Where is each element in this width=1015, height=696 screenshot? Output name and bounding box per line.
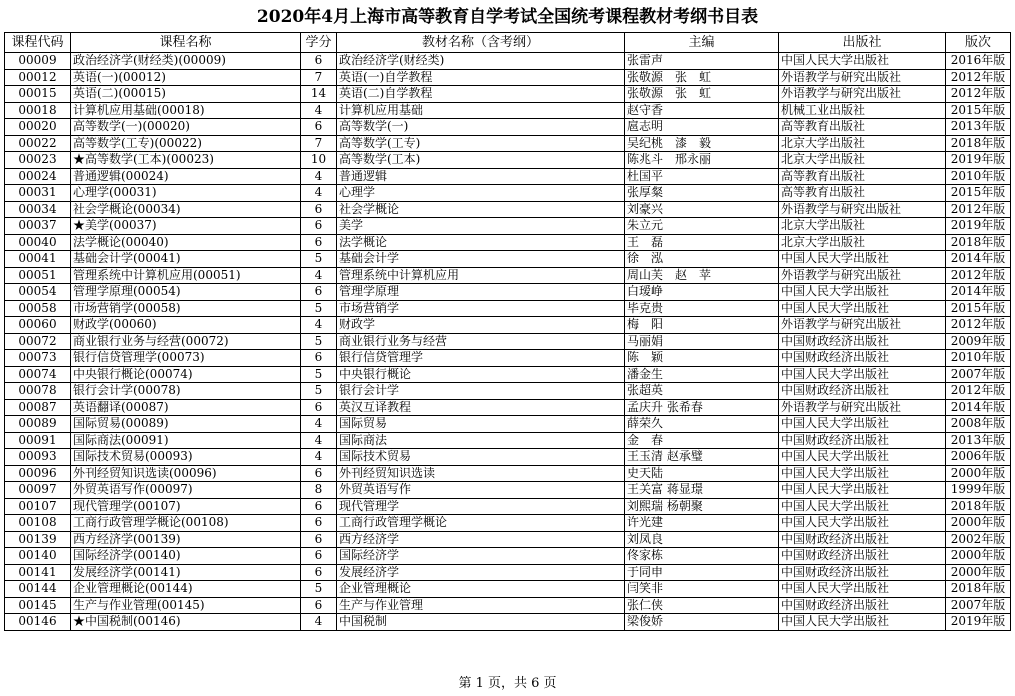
table-row bbox=[5, 201, 1011, 218]
table-row bbox=[5, 515, 1011, 532]
cell-editor: 薛荣久 bbox=[625, 416, 779, 433]
cell-course-code: 00145 bbox=[5, 597, 71, 614]
cell-editor: 王关富 蒋显璟 bbox=[625, 482, 779, 499]
cell-course-code: 00097 bbox=[5, 482, 71, 499]
cell-textbook-name: 国际技术贸易 bbox=[337, 449, 625, 466]
cell-credits: 6 bbox=[301, 399, 337, 416]
table-row bbox=[5, 234, 1011, 251]
table-row bbox=[5, 317, 1011, 334]
cell-publisher: 中国财政经济出版社 bbox=[779, 350, 946, 367]
cell-course-code: 00012 bbox=[5, 69, 71, 86]
cell-edition: 2006年版 bbox=[946, 449, 1011, 466]
cell-textbook-name: 计算机应用基础 bbox=[337, 102, 625, 119]
cell-editor: 史天陆 bbox=[625, 465, 779, 482]
cell-publisher: 中国财政经济出版社 bbox=[779, 383, 946, 400]
table-row bbox=[5, 482, 1011, 499]
cell-textbook-name: 银行会计学 bbox=[337, 383, 625, 400]
cell-course-code: 00141 bbox=[5, 564, 71, 581]
cell-publisher: 外语教学与研究出版社 bbox=[779, 399, 946, 416]
cell-publisher: 高等教育出版社 bbox=[779, 119, 946, 136]
cell-publisher: 中国人民大学出版社 bbox=[779, 53, 946, 70]
cell-course-code: 00087 bbox=[5, 399, 71, 416]
cell-credits: 6 bbox=[301, 284, 337, 301]
cell-course-name: 高等数学(工专)(00022) bbox=[71, 135, 301, 152]
cell-course-name: 管理系统中计算机应用(00051) bbox=[71, 267, 301, 284]
cell-publisher: 中国人民大学出版社 bbox=[779, 416, 946, 433]
cell-course-name: 计算机应用基础(00018) bbox=[71, 102, 301, 119]
textbook-table bbox=[4, 32, 1011, 631]
cell-credits: 10 bbox=[301, 152, 337, 169]
cell-course-name: 市场营销学(00058) bbox=[71, 300, 301, 317]
cell-credits: 4 bbox=[301, 185, 337, 202]
cell-edition: 2002年版 bbox=[946, 531, 1011, 548]
table-row bbox=[5, 597, 1011, 614]
cell-textbook-name: 英语(一)自学教程 bbox=[337, 69, 625, 86]
cell-course-name: 英语翻译(00087) bbox=[71, 399, 301, 416]
cell-course-name: 国际贸易(00089) bbox=[71, 416, 301, 433]
cell-course-code: 00089 bbox=[5, 416, 71, 433]
cell-editor: 陈 颖 bbox=[625, 350, 779, 367]
cell-course-name: 国际技术贸易(00093) bbox=[71, 449, 301, 466]
cell-publisher: 中国人民大学出版社 bbox=[779, 284, 946, 301]
cell-publisher: 中国人民大学出版社 bbox=[779, 465, 946, 482]
page-footer: 第 1 页，共 6 页 bbox=[458, 676, 557, 691]
cell-course-name: ★中国税制(00146) bbox=[71, 614, 301, 631]
cell-editor: 佟家栋 bbox=[625, 548, 779, 565]
col-header-textbook: 教材名称（含考纲） bbox=[337, 33, 625, 53]
table-row bbox=[5, 350, 1011, 367]
cell-publisher: 中国人民大学出版社 bbox=[779, 614, 946, 631]
cell-textbook-name: 银行信贷管理学 bbox=[337, 350, 625, 367]
cell-course-code: 00022 bbox=[5, 135, 71, 152]
cell-publisher: 中国财政经济出版社 bbox=[779, 597, 946, 614]
table-row bbox=[5, 498, 1011, 515]
cell-editor: 张雷声 bbox=[625, 53, 779, 70]
cell-edition: 2012年版 bbox=[946, 201, 1011, 218]
cell-course-code: 00144 bbox=[5, 581, 71, 598]
col-header-credits: 学分 bbox=[301, 33, 337, 53]
cell-publisher: 中国财政经济出版社 bbox=[779, 333, 946, 350]
table-row bbox=[5, 383, 1011, 400]
cell-editor: 于同申 bbox=[625, 564, 779, 581]
cell-editor: 张敬源 张 虹 bbox=[625, 86, 779, 103]
table-body bbox=[5, 53, 1011, 631]
cell-edition: 2010年版 bbox=[946, 350, 1011, 367]
cell-edition: 2014年版 bbox=[946, 399, 1011, 416]
cell-credits: 5 bbox=[301, 300, 337, 317]
cell-publisher: 中国财政经济出版社 bbox=[779, 531, 946, 548]
table-row bbox=[5, 284, 1011, 301]
cell-textbook-name: 政治经济学(财经类) bbox=[337, 53, 625, 70]
table-row bbox=[5, 267, 1011, 284]
cell-credits: 6 bbox=[301, 218, 337, 235]
cell-textbook-name: 法学概论 bbox=[337, 234, 625, 251]
cell-textbook-name: 英汉互译教程 bbox=[337, 399, 625, 416]
cell-course-name: 国际商法(00091) bbox=[71, 432, 301, 449]
cell-course-code: 00107 bbox=[5, 498, 71, 515]
cell-course-name: 商业银行业务与经营(00072) bbox=[71, 333, 301, 350]
cell-textbook-name: 英语(二)自学教程 bbox=[337, 86, 625, 103]
cell-edition: 2008年版 bbox=[946, 416, 1011, 433]
cell-course-name: 社会学概论(00034) bbox=[71, 201, 301, 218]
cell-publisher: 中国财政经济出版社 bbox=[779, 548, 946, 565]
cell-editor: 刘熙瑞 杨朝聚 bbox=[625, 498, 779, 515]
cell-credits: 4 bbox=[301, 267, 337, 284]
cell-textbook-name: 财政学 bbox=[337, 317, 625, 334]
cell-course-name: 银行信贷管理学(00073) bbox=[71, 350, 301, 367]
cell-textbook-name: 外贸英语写作 bbox=[337, 482, 625, 499]
cell-credits: 6 bbox=[301, 597, 337, 614]
cell-edition: 2013年版 bbox=[946, 432, 1011, 449]
cell-publisher: 中国人民大学出版社 bbox=[779, 449, 946, 466]
cell-credits: 8 bbox=[301, 482, 337, 499]
cell-editor: 张仁侠 bbox=[625, 597, 779, 614]
cell-course-name: 政治经济学(财经类)(00009) bbox=[71, 53, 301, 70]
cell-publisher: 中国财政经济出版社 bbox=[779, 564, 946, 581]
cell-course-name: 外贸英语写作(00097) bbox=[71, 482, 301, 499]
cell-course-name: 西方经济学(00139) bbox=[71, 531, 301, 548]
cell-course-code: 00073 bbox=[5, 350, 71, 367]
cell-editor: 白瑷峥 bbox=[625, 284, 779, 301]
cell-course-code: 00072 bbox=[5, 333, 71, 350]
cell-credits: 4 bbox=[301, 102, 337, 119]
cell-textbook-name: 工商行政管理学概论 bbox=[337, 515, 625, 532]
cell-publisher: 中国人民大学出版社 bbox=[779, 498, 946, 515]
cell-course-code: 00018 bbox=[5, 102, 71, 119]
cell-edition: 2018年版 bbox=[946, 581, 1011, 598]
cell-editor: 张敬源 张 虹 bbox=[625, 69, 779, 86]
cell-course-name: 管理学原理(00054) bbox=[71, 284, 301, 301]
cell-editor: 闫笑非 bbox=[625, 581, 779, 598]
table-row bbox=[5, 53, 1011, 70]
cell-edition: 2018年版 bbox=[946, 498, 1011, 515]
table-row bbox=[5, 119, 1011, 136]
cell-course-name: 发展经济学(00141) bbox=[71, 564, 301, 581]
cell-credits: 5 bbox=[301, 581, 337, 598]
cell-credits: 7 bbox=[301, 69, 337, 86]
cell-publisher: 外语教学与研究出版社 bbox=[779, 317, 946, 334]
cell-course-code: 00015 bbox=[5, 86, 71, 103]
cell-course-name: 法学概论(00040) bbox=[71, 234, 301, 251]
cell-editor: 毕克贵 bbox=[625, 300, 779, 317]
cell-course-code: 00020 bbox=[5, 119, 71, 136]
cell-course-name: 外刊经贸知识选读(00096) bbox=[71, 465, 301, 482]
cell-publisher: 中国人民大学出版社 bbox=[779, 581, 946, 598]
cell-editor: 徐 泓 bbox=[625, 251, 779, 268]
cell-editor: 许光建 bbox=[625, 515, 779, 532]
cell-editor: 扈志明 bbox=[625, 119, 779, 136]
cell-course-code: 00024 bbox=[5, 168, 71, 185]
cell-textbook-name: 外刊经贸知识选读 bbox=[337, 465, 625, 482]
table-row bbox=[5, 300, 1011, 317]
col-header-editor: 主编 bbox=[625, 33, 779, 53]
cell-textbook-name: 社会学概论 bbox=[337, 201, 625, 218]
cell-textbook-name: 发展经济学 bbox=[337, 564, 625, 581]
cell-course-name: 生产与作业管理(00145) bbox=[71, 597, 301, 614]
table-row bbox=[5, 185, 1011, 202]
cell-course-code: 00096 bbox=[5, 465, 71, 482]
cell-textbook-name: 生产与作业管理 bbox=[337, 597, 625, 614]
cell-course-code: 00078 bbox=[5, 383, 71, 400]
table-row bbox=[5, 531, 1011, 548]
cell-course-code: 00037 bbox=[5, 218, 71, 235]
table-row bbox=[5, 581, 1011, 598]
cell-editor: 梅 阳 bbox=[625, 317, 779, 334]
table-row bbox=[5, 218, 1011, 235]
cell-course-name: 基础会计学(00041) bbox=[71, 251, 301, 268]
cell-editor: 刘凤良 bbox=[625, 531, 779, 548]
cell-course-code: 00093 bbox=[5, 449, 71, 466]
cell-course-name: 心理学(00031) bbox=[71, 185, 301, 202]
cell-credits: 6 bbox=[301, 498, 337, 515]
cell-edition: 2014年版 bbox=[946, 284, 1011, 301]
cell-edition: 2000年版 bbox=[946, 564, 1011, 581]
cell-publisher: 外语教学与研究出版社 bbox=[779, 69, 946, 86]
cell-credits: 6 bbox=[301, 531, 337, 548]
cell-edition: 2007年版 bbox=[946, 597, 1011, 614]
cell-edition: 2019年版 bbox=[946, 152, 1011, 169]
cell-publisher: 外语教学与研究出版社 bbox=[779, 86, 946, 103]
cell-edition: 2013年版 bbox=[946, 119, 1011, 136]
cell-edition: 2012年版 bbox=[946, 267, 1011, 284]
cell-editor: 金 春 bbox=[625, 432, 779, 449]
cell-publisher: 高等教育出版社 bbox=[779, 185, 946, 202]
table-row bbox=[5, 168, 1011, 185]
cell-textbook-name: 普通逻辑 bbox=[337, 168, 625, 185]
cell-edition: 2000年版 bbox=[946, 515, 1011, 532]
cell-credits: 6 bbox=[301, 465, 337, 482]
cell-credits: 6 bbox=[301, 119, 337, 136]
cell-edition: 2014年版 bbox=[946, 251, 1011, 268]
table-row bbox=[5, 86, 1011, 103]
cell-edition: 2012年版 bbox=[946, 69, 1011, 86]
cell-publisher: 中国人民大学出版社 bbox=[779, 482, 946, 499]
cell-course-name: 英语(二)(00015) bbox=[71, 86, 301, 103]
table-row bbox=[5, 366, 1011, 383]
cell-course-code: 00146 bbox=[5, 614, 71, 631]
cell-edition: 2000年版 bbox=[946, 548, 1011, 565]
cell-credits: 6 bbox=[301, 53, 337, 70]
cell-editor: 王 磊 bbox=[625, 234, 779, 251]
cell-publisher: 中国财政经济出版社 bbox=[779, 432, 946, 449]
cell-course-code: 00060 bbox=[5, 317, 71, 334]
table-row bbox=[5, 135, 1011, 152]
cell-edition: 2012年版 bbox=[946, 383, 1011, 400]
table-row bbox=[5, 251, 1011, 268]
cell-publisher: 中国人民大学出版社 bbox=[779, 251, 946, 268]
cell-edition: 2019年版 bbox=[946, 614, 1011, 631]
table-row bbox=[5, 333, 1011, 350]
cell-course-code: 00040 bbox=[5, 234, 71, 251]
cell-publisher: 外语教学与研究出版社 bbox=[779, 201, 946, 218]
cell-credits: 5 bbox=[301, 366, 337, 383]
cell-course-name: ★美学(00037) bbox=[71, 218, 301, 235]
cell-course-code: 00074 bbox=[5, 366, 71, 383]
cell-editor: 张超英 bbox=[625, 383, 779, 400]
table-row bbox=[5, 399, 1011, 416]
cell-editor: 王玉清 赵承璧 bbox=[625, 449, 779, 466]
cell-credits: 14 bbox=[301, 86, 337, 103]
cell-credits: 4 bbox=[301, 432, 337, 449]
cell-edition: 2012年版 bbox=[946, 86, 1011, 103]
cell-credits: 6 bbox=[301, 564, 337, 581]
cell-textbook-name: 中央银行概论 bbox=[337, 366, 625, 383]
cell-textbook-name: 管理系统中计算机应用 bbox=[337, 267, 625, 284]
cell-edition: 2018年版 bbox=[946, 234, 1011, 251]
cell-textbook-name: 国际贸易 bbox=[337, 416, 625, 433]
cell-course-name: 现代管理学(00107) bbox=[71, 498, 301, 515]
col-header-course-name: 课程名称 bbox=[71, 33, 301, 53]
cell-edition: 2007年版 bbox=[946, 366, 1011, 383]
cell-credits: 7 bbox=[301, 135, 337, 152]
cell-course-code: 00009 bbox=[5, 53, 71, 70]
cell-course-code: 00054 bbox=[5, 284, 71, 301]
cell-textbook-name: 高等数学(一) bbox=[337, 119, 625, 136]
cell-edition: 2015年版 bbox=[946, 300, 1011, 317]
cell-publisher: 中国人民大学出版社 bbox=[779, 300, 946, 317]
cell-course-name: 普通逻辑(00024) bbox=[71, 168, 301, 185]
table-row bbox=[5, 416, 1011, 433]
cell-credits: 6 bbox=[301, 515, 337, 532]
col-header-edition: 版次 bbox=[946, 33, 1011, 53]
cell-course-name: ★高等数学(工本)(00023) bbox=[71, 152, 301, 169]
cell-edition: 2019年版 bbox=[946, 218, 1011, 235]
cell-credits: 6 bbox=[301, 234, 337, 251]
col-header-course-code: 课程代码 bbox=[5, 33, 71, 53]
cell-publisher: 中国人民大学出版社 bbox=[779, 515, 946, 532]
cell-editor: 周山芙 赵 苹 bbox=[625, 267, 779, 284]
table-row bbox=[5, 449, 1011, 466]
cell-editor: 刘豪兴 bbox=[625, 201, 779, 218]
cell-publisher: 外语教学与研究出版社 bbox=[779, 267, 946, 284]
cell-edition: 2009年版 bbox=[946, 333, 1011, 350]
cell-course-name: 英语(一)(00012) bbox=[71, 69, 301, 86]
cell-credits: 6 bbox=[301, 201, 337, 218]
cell-credits: 6 bbox=[301, 350, 337, 367]
cell-course-code: 00051 bbox=[5, 267, 71, 284]
cell-edition: 2000年版 bbox=[946, 465, 1011, 482]
cell-textbook-name: 西方经济学 bbox=[337, 531, 625, 548]
cell-edition: 2015年版 bbox=[946, 185, 1011, 202]
cell-textbook-name: 商业银行业务与经营 bbox=[337, 333, 625, 350]
cell-credits: 6 bbox=[301, 548, 337, 565]
cell-credits: 5 bbox=[301, 251, 337, 268]
cell-course-code: 00034 bbox=[5, 201, 71, 218]
cell-publisher: 北京大学出版社 bbox=[779, 152, 946, 169]
table-row bbox=[5, 432, 1011, 449]
cell-edition: 1999年版 bbox=[946, 482, 1011, 499]
cell-credits: 4 bbox=[301, 416, 337, 433]
table-row bbox=[5, 102, 1011, 119]
table-row bbox=[5, 548, 1011, 565]
cell-credits: 4 bbox=[301, 614, 337, 631]
cell-credits: 5 bbox=[301, 333, 337, 350]
cell-textbook-name: 中国税制 bbox=[337, 614, 625, 631]
cell-editor: 朱立元 bbox=[625, 218, 779, 235]
cell-textbook-name: 市场营销学 bbox=[337, 300, 625, 317]
cell-edition: 2018年版 bbox=[946, 135, 1011, 152]
cell-publisher: 北京大学出版社 bbox=[779, 135, 946, 152]
cell-editor: 梁俊娇 bbox=[625, 614, 779, 631]
cell-credits: 5 bbox=[301, 383, 337, 400]
cell-edition: 2010年版 bbox=[946, 168, 1011, 185]
cell-course-name: 中央银行概论(00074) bbox=[71, 366, 301, 383]
cell-textbook-name: 心理学 bbox=[337, 185, 625, 202]
table-row bbox=[5, 69, 1011, 86]
cell-textbook-name: 企业管理概论 bbox=[337, 581, 625, 598]
page-title: 2020年4月上海市高等教育自学考试全国统考课程教材考纲书目表 bbox=[256, 7, 759, 27]
cell-textbook-name: 美学 bbox=[337, 218, 625, 235]
cell-edition: 2016年版 bbox=[946, 53, 1011, 70]
cell-course-name: 高等数学(一)(00020) bbox=[71, 119, 301, 136]
cell-credits: 4 bbox=[301, 449, 337, 466]
cell-course-name: 银行会计学(00078) bbox=[71, 383, 301, 400]
cell-textbook-name: 基础会计学 bbox=[337, 251, 625, 268]
cell-publisher: 北京大学出版社 bbox=[779, 234, 946, 251]
cell-course-name: 工商行政管理学概论(00108) bbox=[71, 515, 301, 532]
cell-course-name: 企业管理概论(00144) bbox=[71, 581, 301, 598]
cell-course-name: 财政学(00060) bbox=[71, 317, 301, 334]
cell-textbook-name: 高等数学(工专) bbox=[337, 135, 625, 152]
table-row bbox=[5, 614, 1011, 631]
cell-course-code: 00139 bbox=[5, 531, 71, 548]
cell-course-code: 00108 bbox=[5, 515, 71, 532]
table-row bbox=[5, 465, 1011, 482]
cell-editor: 杜国平 bbox=[625, 168, 779, 185]
table-row bbox=[5, 152, 1011, 169]
cell-editor: 吴纪桃 漆 毅 bbox=[625, 135, 779, 152]
cell-course-code: 00140 bbox=[5, 548, 71, 565]
col-header-publisher: 出版社 bbox=[779, 33, 946, 53]
cell-course-code: 00023 bbox=[5, 152, 71, 169]
cell-course-code: 00041 bbox=[5, 251, 71, 268]
cell-course-code: 00058 bbox=[5, 300, 71, 317]
cell-credits: 4 bbox=[301, 168, 337, 185]
cell-publisher: 机械工业出版社 bbox=[779, 102, 946, 119]
cell-editor: 赵守香 bbox=[625, 102, 779, 119]
cell-publisher: 高等教育出版社 bbox=[779, 168, 946, 185]
cell-editor: 潘金生 bbox=[625, 366, 779, 383]
table-row bbox=[5, 564, 1011, 581]
cell-textbook-name: 国际商法 bbox=[337, 432, 625, 449]
cell-textbook-name: 现代管理学 bbox=[337, 498, 625, 515]
header-row bbox=[5, 33, 1011, 53]
cell-course-name: 国际经济学(00140) bbox=[71, 548, 301, 565]
cell-editor: 陈兆斗 邢永丽 bbox=[625, 152, 779, 169]
cell-course-code: 00031 bbox=[5, 185, 71, 202]
cell-editor: 马丽娟 bbox=[625, 333, 779, 350]
cell-edition: 2012年版 bbox=[946, 317, 1011, 334]
cell-publisher: 北京大学出版社 bbox=[779, 218, 946, 235]
cell-editor: 张厚粲 bbox=[625, 185, 779, 202]
cell-publisher: 中国人民大学出版社 bbox=[779, 366, 946, 383]
cell-edition: 2015年版 bbox=[946, 102, 1011, 119]
cell-editor: 孟庆升 张希春 bbox=[625, 399, 779, 416]
cell-textbook-name: 国际经济学 bbox=[337, 548, 625, 565]
cell-textbook-name: 高等数学(工本) bbox=[337, 152, 625, 169]
cell-textbook-name: 管理学原理 bbox=[337, 284, 625, 301]
cell-course-code: 00091 bbox=[5, 432, 71, 449]
cell-credits: 4 bbox=[301, 317, 337, 334]
